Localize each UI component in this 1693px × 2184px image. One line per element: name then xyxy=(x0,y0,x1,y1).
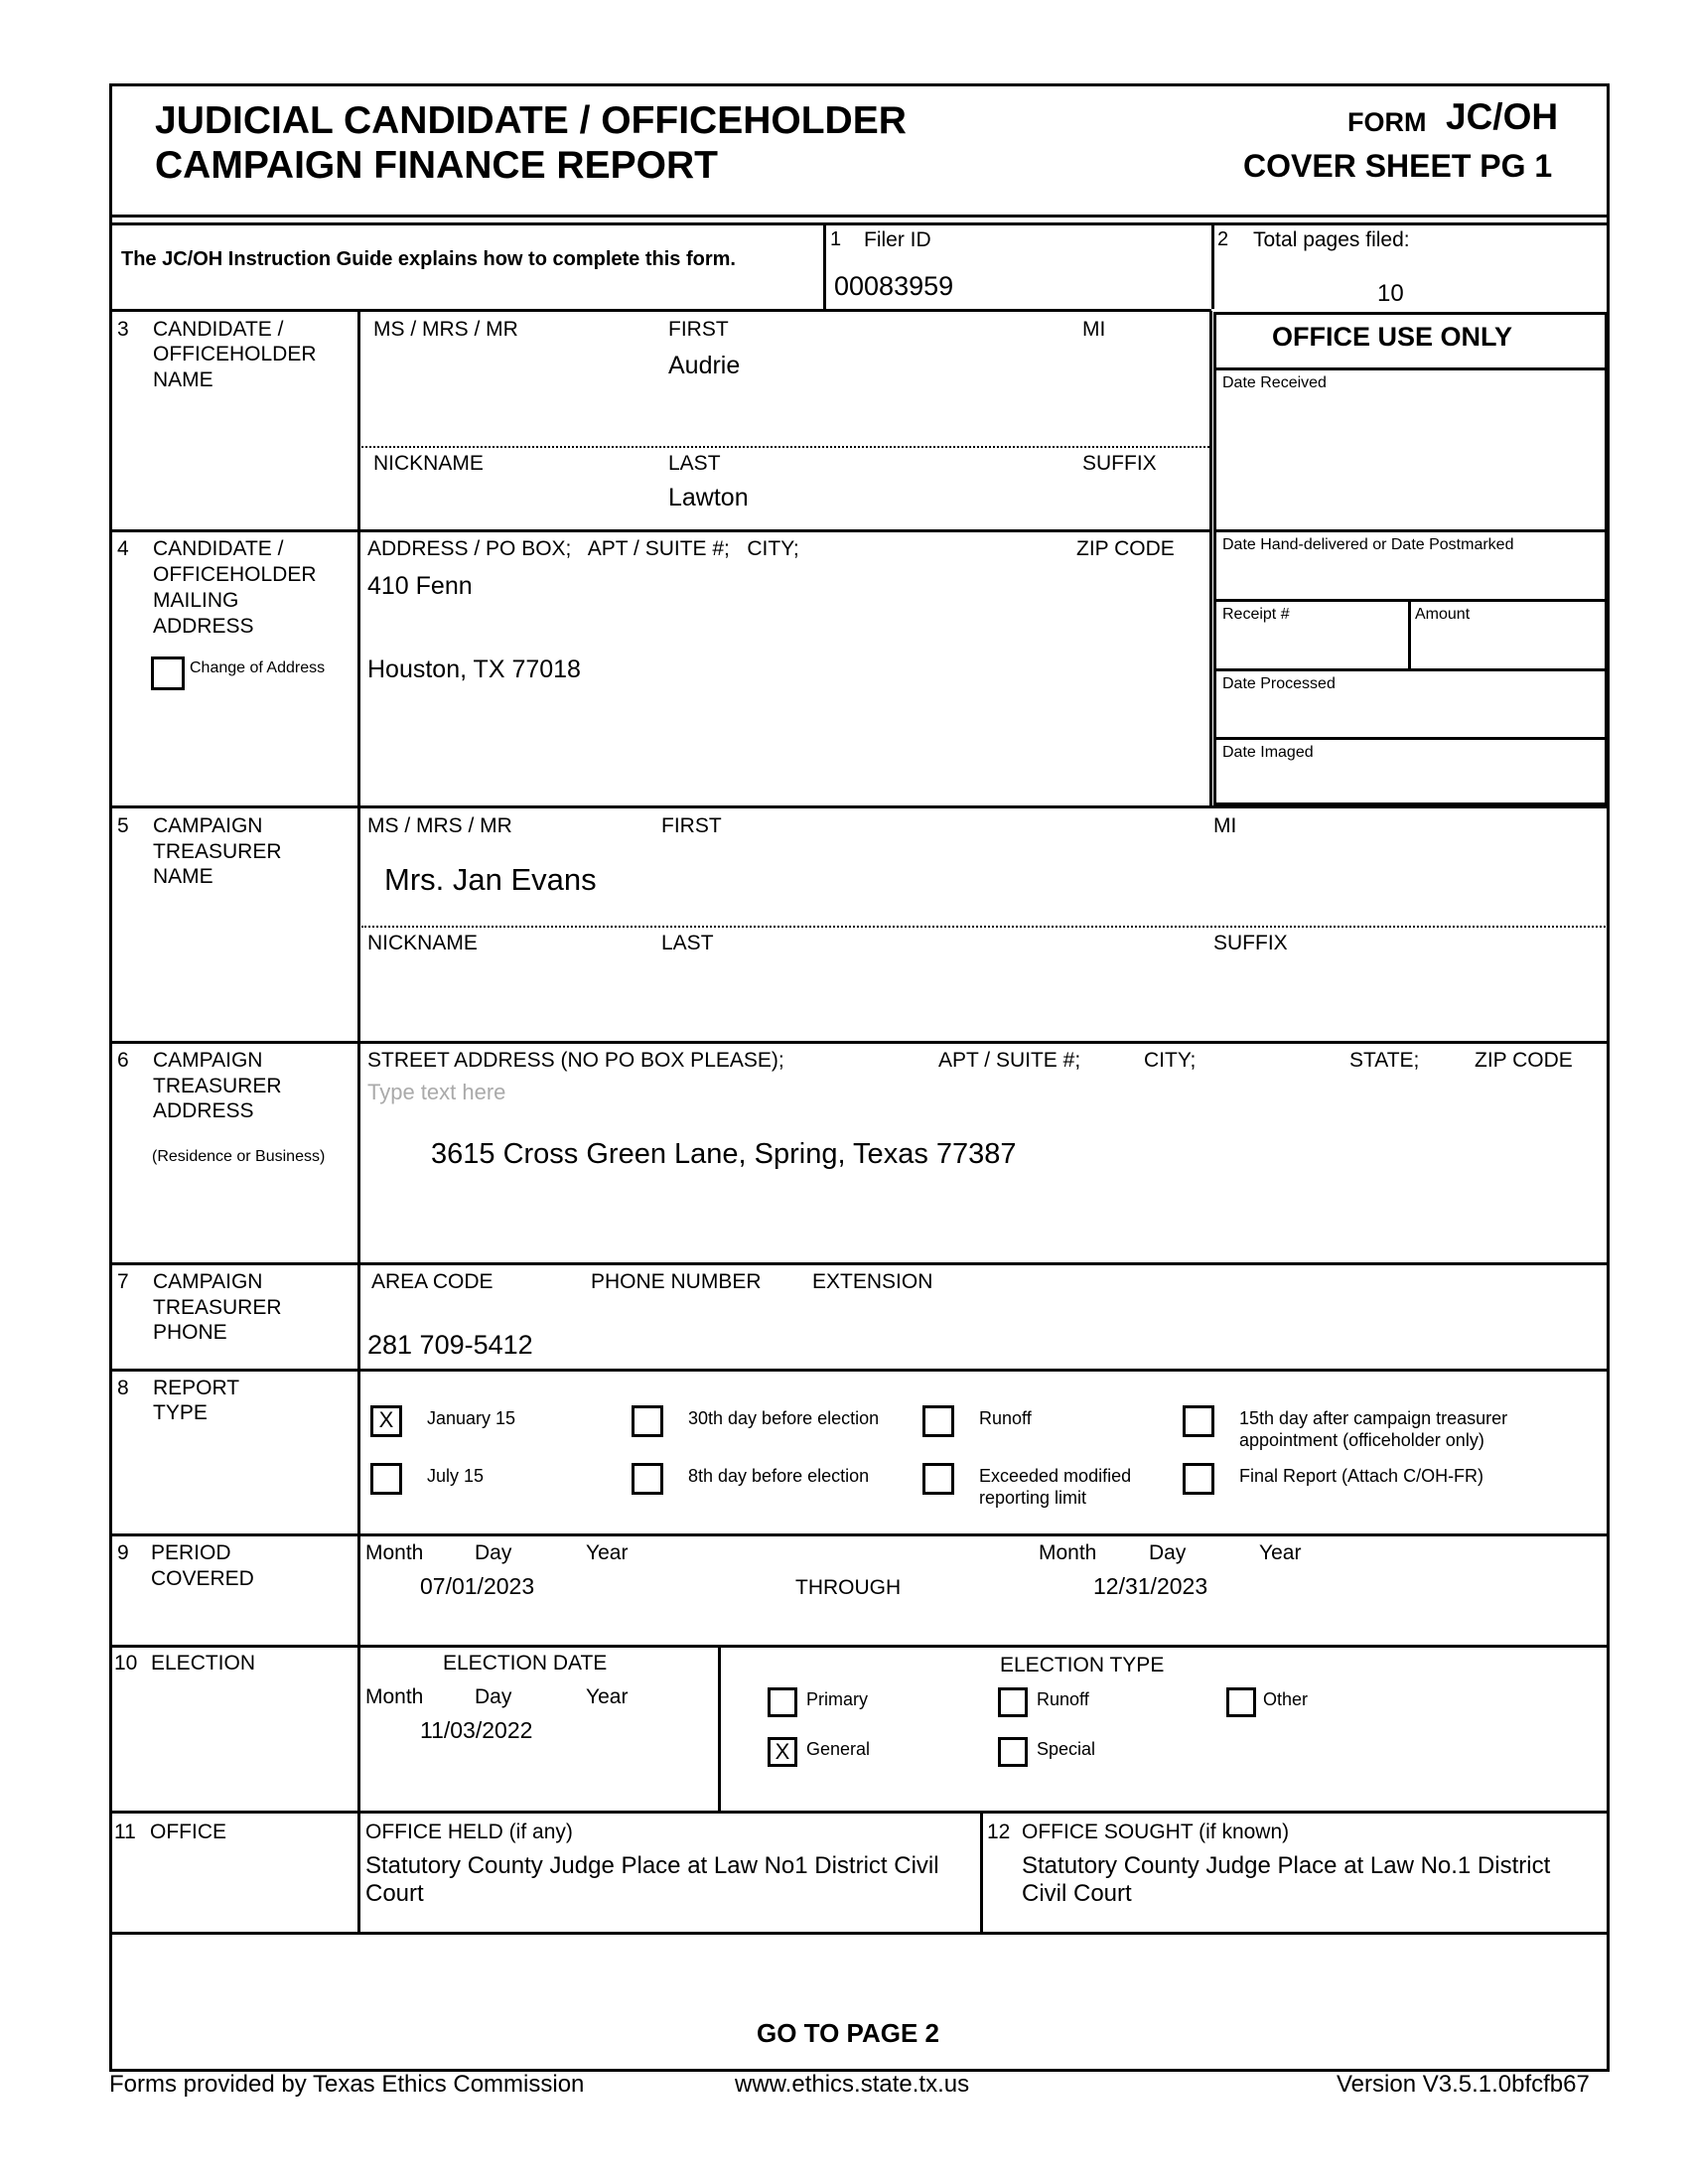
total-pages-number: 2 xyxy=(1217,228,1229,250)
election-month-label: Month xyxy=(365,1685,424,1708)
report-exceeded-label-2: reporting limit xyxy=(979,1488,1087,1508)
filer-id-divider xyxy=(823,224,826,309)
candidate-mi-label: MI xyxy=(1082,318,1106,341)
row-divider-intro xyxy=(111,309,1211,312)
report-8day-label: 8th day before election xyxy=(688,1466,870,1486)
form-title-line1: JUDICIAL CANDIDATE / OFFICEHOLDER xyxy=(155,99,907,142)
extension-label: EXTENSION xyxy=(812,1270,933,1293)
section9-label-1: PERIOD xyxy=(151,1541,231,1564)
office-held-line2: Court xyxy=(365,1880,424,1907)
total-pages-divider xyxy=(1211,224,1214,309)
candidate-last-label: LAST xyxy=(668,452,721,475)
treasurer-name-value: Mrs. Jan Evans xyxy=(384,862,597,897)
office-use-left-border xyxy=(1209,311,1212,805)
treasurer-suffix-label: SUFFIX xyxy=(1213,932,1288,954)
change-of-address-checkbox[interactable] xyxy=(151,656,185,690)
section4-label-2: OFFICEHOLDER xyxy=(153,563,317,586)
office-held-divider xyxy=(980,1813,983,1932)
footer-version: Version V3.5.1.0bfcfb67 xyxy=(1337,2071,1590,2098)
report-15day-checkbox[interactable] xyxy=(1183,1405,1214,1437)
filer-id-number: 1 xyxy=(830,228,842,250)
row-divider-8 xyxy=(111,1533,1608,1536)
phone-number-label: PHONE NUMBER xyxy=(591,1270,762,1293)
section5-label-1: CAMPAIGN xyxy=(153,814,263,837)
date-received-label: Date Received xyxy=(1222,374,1327,391)
report-final-checkbox[interactable] xyxy=(1183,1463,1214,1495)
office-held-line1: Statutory County Judge Place at Law No1 District Civil xyxy=(365,1852,939,1879)
section11-number: 11 xyxy=(114,1820,136,1843)
period-from-value: 07/01/2023 xyxy=(420,1573,535,1599)
mailing-zip-label: ZIP CODE xyxy=(1076,537,1175,560)
filer-id-label: Filer ID xyxy=(864,228,931,251)
office-use-divider-2 xyxy=(1213,529,1608,532)
election-date-divider xyxy=(718,1647,721,1811)
to-day-label: Day xyxy=(1149,1541,1187,1564)
section12-number: 12 xyxy=(987,1820,1011,1843)
report-final-label: Final Report (Attach C/OH-FR) xyxy=(1239,1466,1484,1486)
treasurer-nickname-label: NICKNAME xyxy=(367,932,478,954)
election-general-checkbox[interactable]: X xyxy=(768,1737,797,1767)
date-processed-label: Date Processed xyxy=(1222,675,1336,692)
row-divider-10 xyxy=(111,1811,1608,1814)
candidate-nickname-label: NICKNAME xyxy=(373,452,484,475)
section3-label-3: NAME xyxy=(153,368,213,391)
treasurer-salutation-label: MS / MRS / MR xyxy=(367,814,512,837)
through-label: THROUGH xyxy=(795,1576,902,1599)
election-year-label: Year xyxy=(586,1685,629,1708)
form-label: FORM xyxy=(1347,107,1427,137)
election-date-value: 11/03/2022 xyxy=(420,1717,533,1743)
section10-label: ELECTION xyxy=(151,1652,256,1674)
report-runoff-label: Runoff xyxy=(979,1408,1032,1428)
election-general-label: General xyxy=(806,1739,871,1759)
section7-label-2: TREASURER xyxy=(153,1296,282,1319)
section6-label-3: ADDRESS xyxy=(153,1099,254,1122)
report-15day-label-2: appointment (officeholder only) xyxy=(1239,1430,1484,1450)
election-day-label: Day xyxy=(475,1685,512,1708)
report-15day-label-1: 15th day after campaign treasurer xyxy=(1239,1408,1508,1428)
office-use-divider-1 xyxy=(1213,367,1608,370)
election-special-checkbox[interactable] xyxy=(998,1737,1028,1767)
office-sought-line1: Statutory County Judge Place at Law No.1 District xyxy=(1022,1852,1551,1879)
election-primary-checkbox[interactable] xyxy=(768,1687,797,1717)
mailing-address-line1: 410 Fenn xyxy=(367,572,473,600)
section6-number: 6 xyxy=(117,1049,129,1072)
section6-label-1: CAMPAIGN xyxy=(153,1049,263,1072)
row-divider-6 xyxy=(111,1262,1608,1265)
name-dotted-line xyxy=(361,446,1209,448)
mailing-address-line2: Houston, TX 77018 xyxy=(367,655,581,683)
section8-number: 8 xyxy=(117,1377,129,1399)
section7-number: 7 xyxy=(117,1270,129,1293)
office-sought-line2: Civil Court xyxy=(1022,1880,1132,1907)
candidate-first-label: FIRST xyxy=(668,318,729,341)
report-30day-label: 30th day before election xyxy=(688,1408,880,1428)
date-hand-delivered-label: Date Hand-delivered or Date Postmarked xyxy=(1222,536,1514,553)
treasurer-mi-label: MI xyxy=(1213,814,1237,837)
period-to-value: 12/31/2023 xyxy=(1093,1573,1208,1599)
treasurer-address-placeholder[interactable]: Type text here xyxy=(367,1080,506,1104)
election-other-label: Other xyxy=(1263,1689,1309,1709)
treasurer-last-label: LAST xyxy=(661,932,714,954)
treasurer-zip-label: ZIP CODE xyxy=(1475,1049,1573,1072)
election-runoff-label: Runoff xyxy=(1037,1689,1089,1709)
cover-sheet-label: COVER SHEET PG 1 xyxy=(1243,148,1553,184)
report-8day-checkbox[interactable] xyxy=(632,1463,663,1495)
report-jul15-label: July 15 xyxy=(427,1466,485,1486)
section5-label-3: NAME xyxy=(153,865,213,888)
section3-number: 3 xyxy=(117,318,129,341)
report-exceeded-label-1: Exceeded modified xyxy=(979,1466,1132,1486)
office-use-divider-5 xyxy=(1213,737,1608,740)
section4-number: 4 xyxy=(117,537,129,560)
office-use-divider-4 xyxy=(1213,668,1608,671)
candidate-last-name: Lawton xyxy=(668,484,749,511)
treasurer-name-dotted-line xyxy=(361,926,1606,928)
date-imaged-label: Date Imaged xyxy=(1222,744,1314,761)
row-divider-7 xyxy=(111,1369,1608,1372)
section11-label: OFFICE xyxy=(150,1820,226,1843)
report-jan15-checkbox[interactable]: X xyxy=(370,1405,402,1437)
amount-label: Amount xyxy=(1415,606,1471,623)
footer-provider: Forms provided by Texas Ethics Commission xyxy=(109,2071,585,2098)
candidate-first-name: Audrie xyxy=(668,352,741,379)
from-year-label: Year xyxy=(586,1541,629,1564)
section8-label-1: REPORT xyxy=(153,1377,240,1399)
receipt-label: Receipt # xyxy=(1222,606,1290,623)
section4-label-4: ADDRESS xyxy=(153,615,254,638)
office-use-receipt-divider xyxy=(1408,599,1411,668)
from-day-label: Day xyxy=(475,1541,512,1564)
section7-label-3: PHONE xyxy=(153,1321,227,1344)
to-month-label: Month xyxy=(1039,1541,1097,1564)
report-jul15-checkbox[interactable] xyxy=(370,1463,402,1495)
election-type-label: ELECTION TYPE xyxy=(1000,1654,1165,1676)
election-runoff-checkbox[interactable] xyxy=(998,1687,1028,1717)
report-30day-checkbox[interactable] xyxy=(632,1405,663,1437)
header-divider xyxy=(111,215,1608,218)
header-divider-2 xyxy=(111,222,1608,225)
office-use-title: OFFICE USE ONLY xyxy=(1272,322,1513,352)
row-divider-11 xyxy=(111,1932,1608,1935)
total-pages-value: 10 xyxy=(1377,280,1404,307)
section5-number: 5 xyxy=(117,814,129,837)
election-special-label: Special xyxy=(1037,1739,1096,1759)
mailing-address-label: ADDRESS / PO BOX; APT / SUITE #; CITY; xyxy=(367,537,799,560)
section6-label-2: TREASURER xyxy=(153,1075,282,1097)
treasurer-city-label: CITY; xyxy=(1144,1049,1197,1072)
section3-label-1: CANDIDATE / xyxy=(153,318,284,341)
area-code-label: AREA CODE xyxy=(371,1270,494,1293)
report-jan15-label: January 15 xyxy=(427,1408,516,1428)
candidate-salutation-label: MS / MRS / MR xyxy=(373,318,518,341)
treasurer-address-value: 3615 Cross Green Lane, Spring, Texas 77387 xyxy=(431,1138,1017,1170)
filer-id-value: 00083959 xyxy=(834,271,954,301)
footer-website: www.ethics.state.tx.us xyxy=(735,2071,970,2098)
change-of-address-label: Change of Address xyxy=(190,659,326,676)
candidate-suffix-label: SUFFIX xyxy=(1082,452,1157,475)
go-to-page-2: GO TO PAGE 2 xyxy=(757,2018,939,2048)
section9-number: 9 xyxy=(117,1541,129,1564)
section3-label-2: OFFICEHOLDER xyxy=(153,343,317,365)
row-divider-5 xyxy=(111,1041,1608,1044)
total-pages-label: Total pages filed: xyxy=(1253,228,1410,251)
section4-label-3: MAILING xyxy=(153,589,239,612)
section8-label-2: TYPE xyxy=(153,1401,208,1424)
section10-number: 10 xyxy=(114,1652,138,1674)
label-column-divider xyxy=(357,311,360,1932)
form-code: JC/OH xyxy=(1446,96,1559,137)
to-year-label: Year xyxy=(1259,1541,1302,1564)
from-month-label: Month xyxy=(365,1541,424,1564)
row-divider-9 xyxy=(111,1645,1608,1648)
section7-label-1: CAMPAIGN xyxy=(153,1270,263,1293)
treasurer-phone-value: 281 709-5412 xyxy=(367,1330,533,1360)
section5-label-2: TREASURER xyxy=(153,840,282,863)
form-title-line2: CAMPAIGN FINANCE REPORT xyxy=(155,144,718,187)
section4-label-1: CANDIDATE / xyxy=(153,537,284,560)
instruction-text: The JC/OH Instruction Guide explains how to complete this form. xyxy=(121,248,736,270)
office-sought-label: OFFICE SOUGHT (if known) xyxy=(1022,1820,1290,1843)
treasurer-apt-label: APT / SUITE #; xyxy=(938,1049,1081,1072)
office-held-label: OFFICE HELD (if any) xyxy=(365,1820,573,1843)
treasurer-state-label: STATE; xyxy=(1349,1049,1420,1072)
report-exceeded-checkbox[interactable] xyxy=(922,1463,954,1495)
row-divider-3 xyxy=(111,529,1211,532)
election-other-checkbox[interactable] xyxy=(1226,1687,1256,1717)
section6-sublabel: (Residence or Business) xyxy=(152,1148,326,1165)
section9-label-2: COVERED xyxy=(151,1567,254,1590)
election-primary-label: Primary xyxy=(806,1689,868,1709)
election-date-label: ELECTION DATE xyxy=(443,1652,608,1674)
treasurer-first-label: FIRST xyxy=(661,814,722,837)
row-divider-4 xyxy=(111,805,1608,808)
treasurer-street-label: STREET ADDRESS (NO PO BOX PLEASE); xyxy=(367,1049,784,1072)
report-runoff-checkbox[interactable] xyxy=(922,1405,954,1437)
